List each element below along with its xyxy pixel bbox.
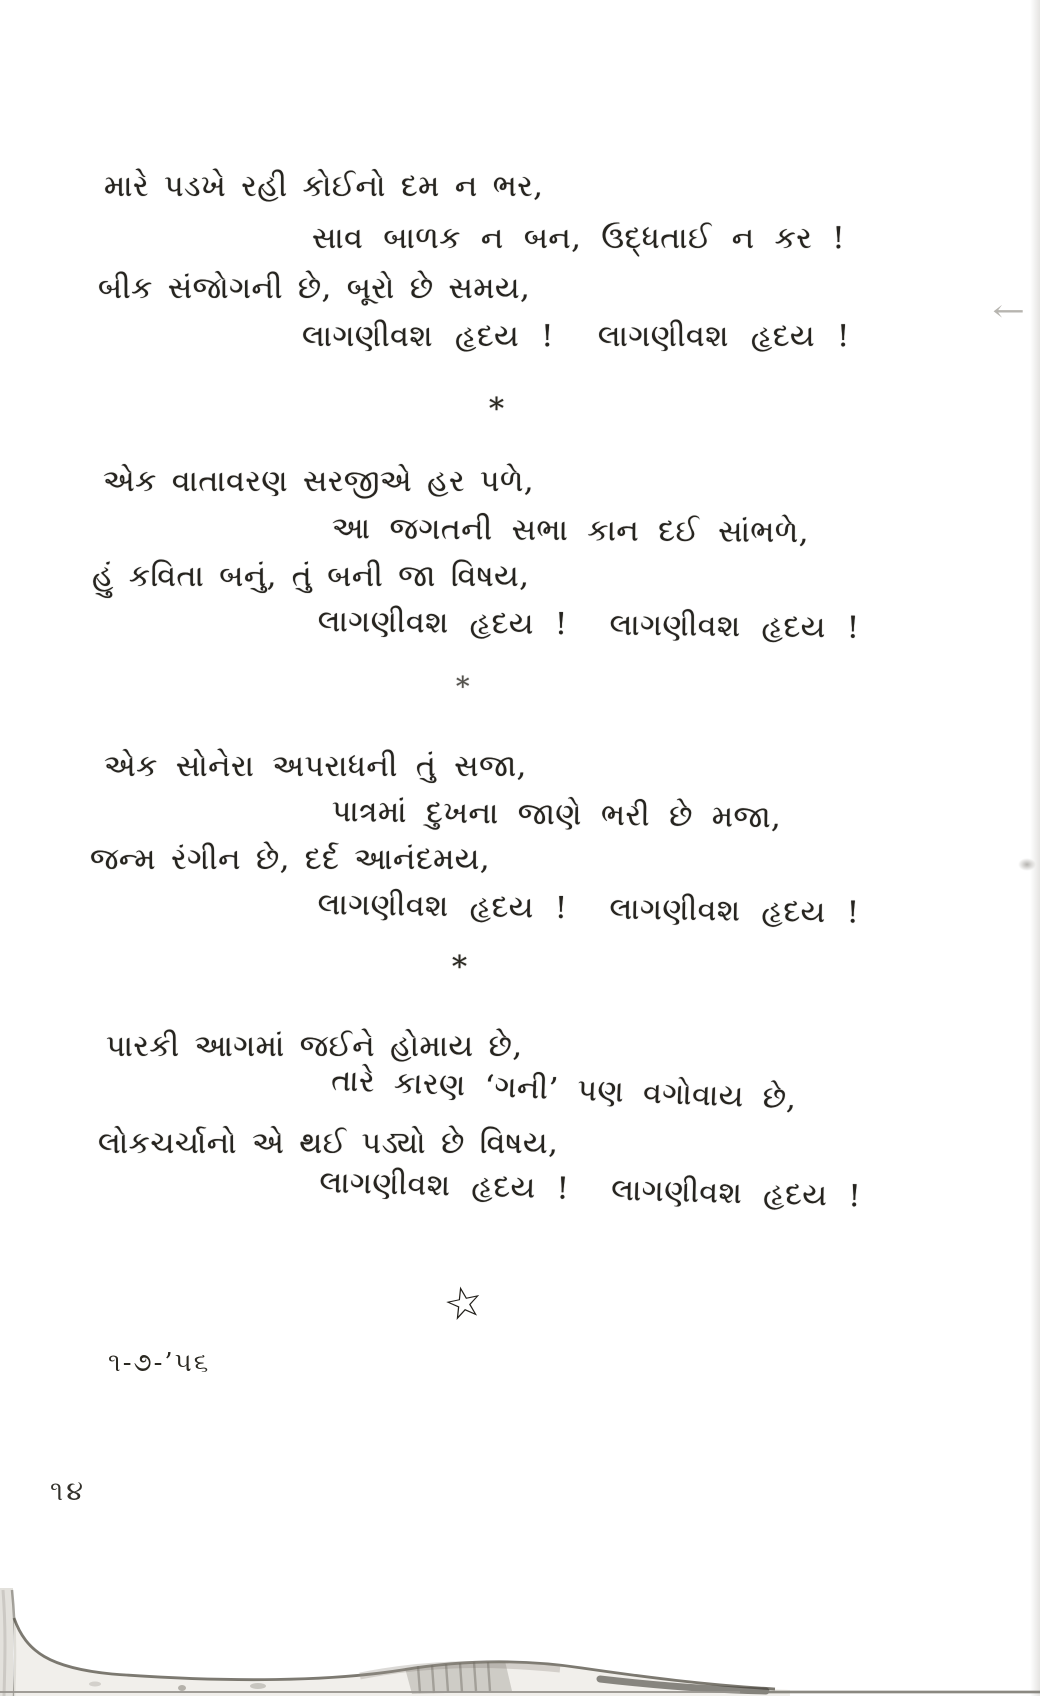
- composition-date: ૧-૭-’૫૬: [108, 1348, 211, 1378]
- poem-line: હું કવિતા બનું, તું બની જા વિષય,: [92, 559, 530, 594]
- poem-refrain-line: લાગણીવશ હૃદય ! લાગણીવશ હૃદય !: [302, 319, 850, 354]
- poem-refrain-line: લાગણીવશ હૃદય ! લાગણીવશ હૃદય !: [317, 886, 860, 931]
- poem-line: મારે પડખે રહી કોઈનો દમ ન ભર,: [104, 169, 544, 204]
- poem-line: સાવ બાળક ન બન, ઉદ્ધતાઈ ન કર !: [312, 221, 845, 256]
- poem-line: તારે કારણ ‘ગની’ પણ વગોવાય છે,: [330, 1062, 798, 1117]
- page-number: ૧૪: [50, 1476, 86, 1507]
- stanza-separator-asterisk: *: [456, 672, 470, 703]
- stanza-separator-asterisk: *: [452, 950, 467, 985]
- end-of-poem-star-icon: ☆: [439, 1274, 489, 1333]
- poem-line: પારકી આગમાં જઈને હોમાય છે,: [106, 1029, 523, 1064]
- poem-refrain-line: લાગણીવશ હૃદય ! લાગણીવશ હૃદય !: [319, 1164, 862, 1215]
- page-curl-shadow-graphic: [0, 1560, 1040, 1696]
- right-edge-scan-shadow: [1030, 0, 1040, 1696]
- poem-line: આ જગતની સભા કાન દઈ સાંભળે,: [331, 510, 809, 551]
- poem-line: એક સોનેરા અપરાધની તું સજા,: [104, 749, 527, 784]
- margin-arrow-mark: ←: [992, 294, 1025, 329]
- poem-line: બીક સંજોગની છે, બૂરો છે સમય,: [98, 271, 531, 306]
- poem-line: પાત્રમાં દુખના જાણે ભરી છે મજા,: [331, 793, 782, 836]
- poem-refrain-line: લાગણીવશ હૃદય ! લાગણીવશ હૃદય !: [317, 603, 860, 646]
- poem-line: જન્મ રંગીન છે, દર્દ આનંદમય,: [90, 842, 490, 877]
- poem-line: એક વાતાવરણ સરજીએ હર પળે,: [103, 464, 534, 499]
- page-curl-shadow: [0, 1560, 1040, 1696]
- poem-line: લોકચર્ચાનો એ થઈ પડ્યો છે વિષય,: [98, 1126, 559, 1161]
- stanza-separator-asterisk: *: [489, 392, 504, 427]
